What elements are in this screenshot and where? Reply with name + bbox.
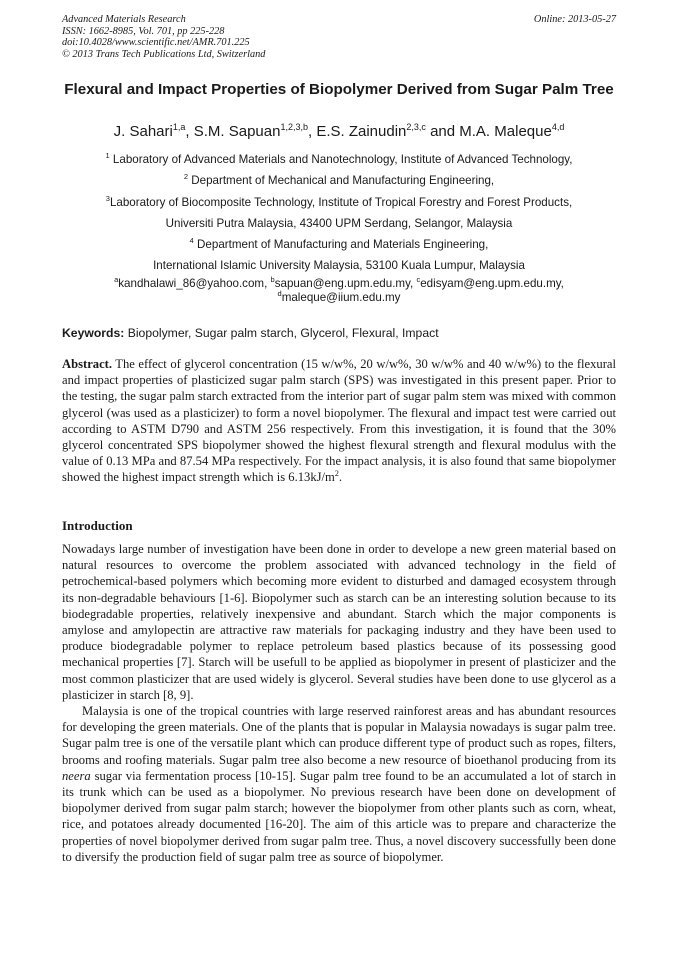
abstract-end: . (338, 470, 342, 485)
doi-line: doi:10.4028/www.scientific.net/AMR.701.225 (62, 37, 250, 49)
email-sup: b (270, 275, 275, 284)
email-sup: d (277, 288, 282, 298)
journal-header (62, 14, 482, 60)
abstract-label: Abstract. (62, 357, 113, 371)
affiliation-line (40, 192, 638, 213)
affiliation-sup: 3 (105, 193, 110, 203)
author-list: J. Sahari$^{1,a}$, S.M. Sapuan$^{1,2,3,b}$, E.S. Zainudin$^{2,3,c}$ and M.A. Maleque$^{4,d}$ (113, 122, 565, 140)
author-name: M.A. Maleque (459, 123, 552, 140)
author-name: S.M. Sapuan (193, 123, 281, 140)
affiliation-line (40, 170, 638, 191)
affiliation-text: Laboratory of Advanced Materials and Nanotechnology, Institute of Advanced Technology, (112, 153, 573, 166)
intro-paragraph-2 (62, 703, 616, 865)
issn-line: ISSN: 1662-8985, Vol. 701, pp 225-228 (62, 25, 225, 37)
section-heading-introduction: Introduction (62, 518, 133, 533)
author-affil-sup: 1,2,3,b (280, 122, 308, 132)
email-address: sapuan@eng.upm.edu.my, (274, 277, 414, 290)
affiliation-text: International Islamic University Malaysia, 53100 Kuala Lumpur, Malaysia (153, 259, 525, 273)
email-address: kandhalawi_86@yahoo.com, (118, 277, 268, 290)
affiliation-sup: 4 (189, 236, 194, 246)
abstract-body: The effect of glycerol concentration (15 w/w%, 20 w/w%, 30 w/w% and 40 w/w%) to the flexural and impact properties of plasticized sugar palm starch (SPS) was investigated in this present paper. Prior to the testing, the sugar palm starch extracted from the interior part of sugar palm stem was mixed with common glycerol (was used as a plasticizer) to form a novel biopolymer. The flexural and impact test were carried out according to ASTM D790 and ASTM 256 respectively. From this investigation, it is found that the 30% glycerol concentrated SPS biopolymer showed the highest flexural strength and flexural modulus with the value of 0.13 MPa and 87.54 MPa respectively. For the impact analysis, it is also found that same biopolymer showed the highest impact strength which is 6.13kJ/m (62, 357, 617, 485)
email-sup: c (416, 275, 421, 284)
affiliation-line (40, 149, 638, 170)
affiliation-sup: 1 (105, 151, 110, 160)
author-name: E.S. Zainudin (316, 123, 407, 140)
abstract (62, 356, 616, 486)
author-conjunction: and (430, 123, 456, 140)
online-date: Online: 2013-05-27 (533, 14, 616, 25)
intro-p2-italic: neera (62, 768, 91, 783)
email-address: maleque@iium.edu.my (281, 290, 401, 304)
affiliations (40, 149, 638, 277)
author-name: J. Sahari (113, 123, 173, 140)
keywords-text: Biopolymer, Sugar palm starch, Glycerol, Flexural, Impact (127, 326, 439, 340)
paper-title: Flexural and Impact Properties of Biopolymer Derived from Sugar Palm Tree (64, 81, 614, 98)
keywords-label: Keywords: (62, 326, 125, 340)
author-affil-sup: 2,3,c (406, 122, 426, 132)
copyright-line: © 2013 Trans Tech Publications Ltd, Switzerland (62, 48, 266, 60)
affiliation-text: Department of Mechanical and Manufacturing Engineering, (191, 174, 495, 188)
affiliation-text: Department of Manufacturing and Materials Engineering, (197, 238, 489, 252)
affiliation-text: Laboratory of Biocomposite Technology, Institute of Tropical Forestry and Forest Products, (109, 195, 573, 209)
intro-p2-text: Malaysia is one of the tropical countries with large reserved rainforest areas and has abundant resources for developing the green materials. One of the plants that is popular in Malaysia nowadays is sugar palm tree. Sugar palm tree is one of the versatile plant which can produce different type of product such as ropes, filters, brooms and roofing materials. Sugar palm tree also become a new resource of bioethanol producing from its (62, 704, 616, 767)
unit-superscript: 2 (334, 469, 339, 479)
email-address: edisyam@eng.upm.edu.my, (420, 277, 564, 290)
affiliation-line (40, 213, 638, 234)
affiliation-sup: 2 (183, 172, 189, 182)
author-affil-sup: 1,a (172, 122, 186, 132)
affiliation-line (40, 234, 638, 255)
author-emails (40, 277, 638, 304)
intro-p2-text: sugar via fermentation process [10-15]. Sugar palm tree found to be an accumulated a lot of starch in its trunk which can be used as a biopolymer. No previous research have been done on development of biopolymer derived from sugar palm starch; however the biopolymer from other plants such as corn, wheat, rice, and potatoes already documented [16-20]. The aim of this article was to prepare and characterize the properties of novel biopolymer derived from sugar palm tree. Thus, a novel discovery successfully been done to diversify the production field of sugar palm tree as source of biopolymer. (62, 768, 616, 864)
keywords (62, 325, 616, 341)
affiliation-text: Universiti Putra Malaysia, 43400 UPM Serdang, Selangor, Malaysia (165, 216, 513, 230)
journal-name: Advanced Materials Research (62, 14, 186, 25)
intro-paragraph-1: Nowadays large number of investigation have been done in order to develope a new green material based on natural resources to overcome the problem associated with advanced technology in the field of petrochemical-based polymers which becoming more evident to disturbed and damaged ecosystem through its non-degradable behaviours [1-6]. Biopolymer such as starch can be an interesting solution because to its biodegradable properties, relatively inexpensive and abundant. Starch which the major components is amylose and amylopectin are attractive raw materials for packaging industry and they have been used to produce biodegradable polymer to replace petroleum based plastics because of its possessing good mechanical properties [7]. Starch will be usefull to be applied as biopolymer in present of plasticizer and the most common plasticizer that are used widely is glycerol. Several studies have been done to use glycerol as a plasticizer in starch [8, 9]. (62, 542, 616, 702)
affiliation-line (40, 255, 638, 276)
email-sup: a (114, 275, 119, 284)
author-affil-sup: 4,d (551, 122, 565, 132)
introduction-body (62, 541, 616, 865)
